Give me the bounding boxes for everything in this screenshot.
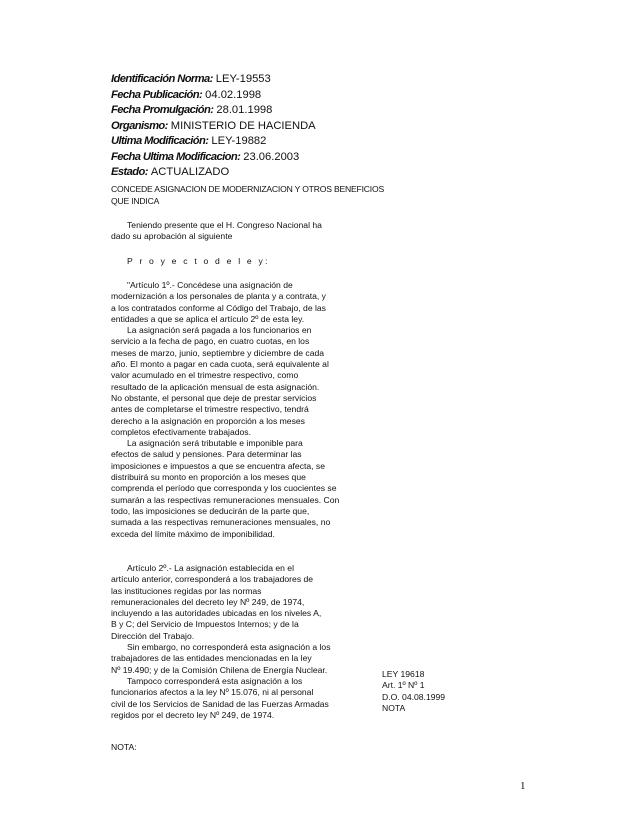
nota-label: NOTA: — [111, 742, 137, 752]
document-title: CONCEDE ASIGNACION DE MODERNIZACION Y OTROS BENEFICIOS QUE INDICA — [111, 184, 384, 206]
margin-note-line: Art. 1º Nº 1 — [382, 680, 425, 691]
metadata-value: 04.02.1998 — [205, 88, 262, 101]
metadata-value: MINISTERIO DE HACIENDA — [170, 119, 316, 132]
article-1 — [111, 280, 371, 540]
article-2-paragraph-3: Tampoco corresponderá esta asignación a los funcionarios afectos a la ley Nº 15.076, ni al personal civil de los Servicios de Sanidad de las Fuerzas Armadas regidos por el decreto ley Nº 249, de 1974. — [111, 675, 329, 720]
metadata-label: Identificación Norma: — [111, 73, 213, 85]
metadata-row-organismo — [111, 119, 511, 135]
margin-note-line: D.O. 04.08.1999 — [382, 691, 446, 702]
metadata-label: Ultima Modificación: — [111, 135, 209, 147]
article-2 — [111, 563, 371, 721]
metadata-row-ultima-modificacion — [111, 134, 511, 150]
metadata-row-estado — [111, 165, 511, 181]
metadata-row-fecha-ultima-modificacion — [111, 150, 511, 166]
metadata-row-promulgacion — [111, 103, 511, 119]
margin-note-line: LEY 19618 — [382, 669, 425, 679]
article-2-paragraph-2: Sin embargo, no corresponderá esta asignación a los trabajadores de las entidades mencionadas en la ley Nº 19.490; y de la Comisión Chilena de Energía Nuclear. — [111, 642, 331, 675]
margin-note-line: NOTA — [382, 702, 406, 713]
article-1-paragraph-2: La asignación será pagada a los funcionarios en servicio a la fecha de pago, en cuatro cuotas, en los meses de marzo, junio, septiembre y diciembre de cada año. El monto a pagar en cada cuota, será equivalente al valor acumulado en el trimestre respectivo, como resultado de la aplicación mensual de esta asignación. No obstante, el personal que deje de prestar servicios antes de completarse el trimestre respectivo, tendrá derecho a la asignación en proporción a los meses completos efectivamente trabajados. — [111, 325, 329, 437]
preamble — [111, 220, 361, 243]
metadata-label: Estado: — [111, 166, 148, 178]
metadata-label: Fecha Promulgación: — [111, 104, 214, 116]
page-number: 1 — [520, 780, 526, 792]
proyecto-heading — [111, 256, 361, 267]
article-1-paragraph-1: "Artículo 1º.- Concédese una asignación de modernización a los personales de planta y a contrata, y a los contratados conforme al Código del Trabajo, de las entidades a que se aplica el artículo 2º de esta ley. — [111, 280, 326, 324]
metadata-value: 28.01.1998 — [216, 104, 273, 116]
metadata-label: Fecha Ultima Modificacion: — [111, 150, 241, 163]
preamble-text: Teniendo presente que el H. Congreso Nacional ha dado su aprobación al siguiente — [111, 220, 322, 242]
metadata-value: ACTUALIZADO — [150, 166, 230, 178]
metadata-value: LEY-19882 — [211, 135, 267, 147]
metadata-row-publicacion — [111, 88, 511, 104]
metadata-value: 23.06.2003 — [243, 150, 300, 163]
proyecto-de-ley-text: P r o y e c t o d e l e y: — [127, 256, 270, 266]
metadata-row-identificacion — [111, 72, 511, 88]
article-1-paragraph-3: La asignación será tributable e imponible para efectos de salud y pensiones. Para determinar las imposiciones e impuestos a que se encuentra afecta, se distribuirá su monto en proporción a los meses que comprenda el período que corresponda y los cuocientes se sumarán a las respectivas remuneraciones mensuales. Con todo, las imposiciones se deducirán de la parte que, sumada a las respectivas remuneraciones mensuales, no exceda del límite máximo de imponibilidad. — [111, 438, 340, 539]
norm-metadata — [111, 72, 511, 181]
article-2-paragraph-1: Artículo 2º.- La asignación establecida en el artículo anterior, corresponderá a los trabajadores de las instituciones regidas por las normas remuneracionales del decreto ley Nº 249, de 1974, incluyendo a las autoridades ubicadas en los niveles A, B y C; del Servicio de Impuestos Internos; y de la Dirección del Trabajo. — [111, 563, 322, 641]
nota-section — [111, 742, 361, 753]
metadata-label: Fecha Publicación: — [111, 88, 203, 101]
margin-note — [382, 669, 492, 714]
metadata-label: Organismo: — [111, 119, 168, 132]
metadata-value: LEY-19553 — [215, 73, 271, 85]
